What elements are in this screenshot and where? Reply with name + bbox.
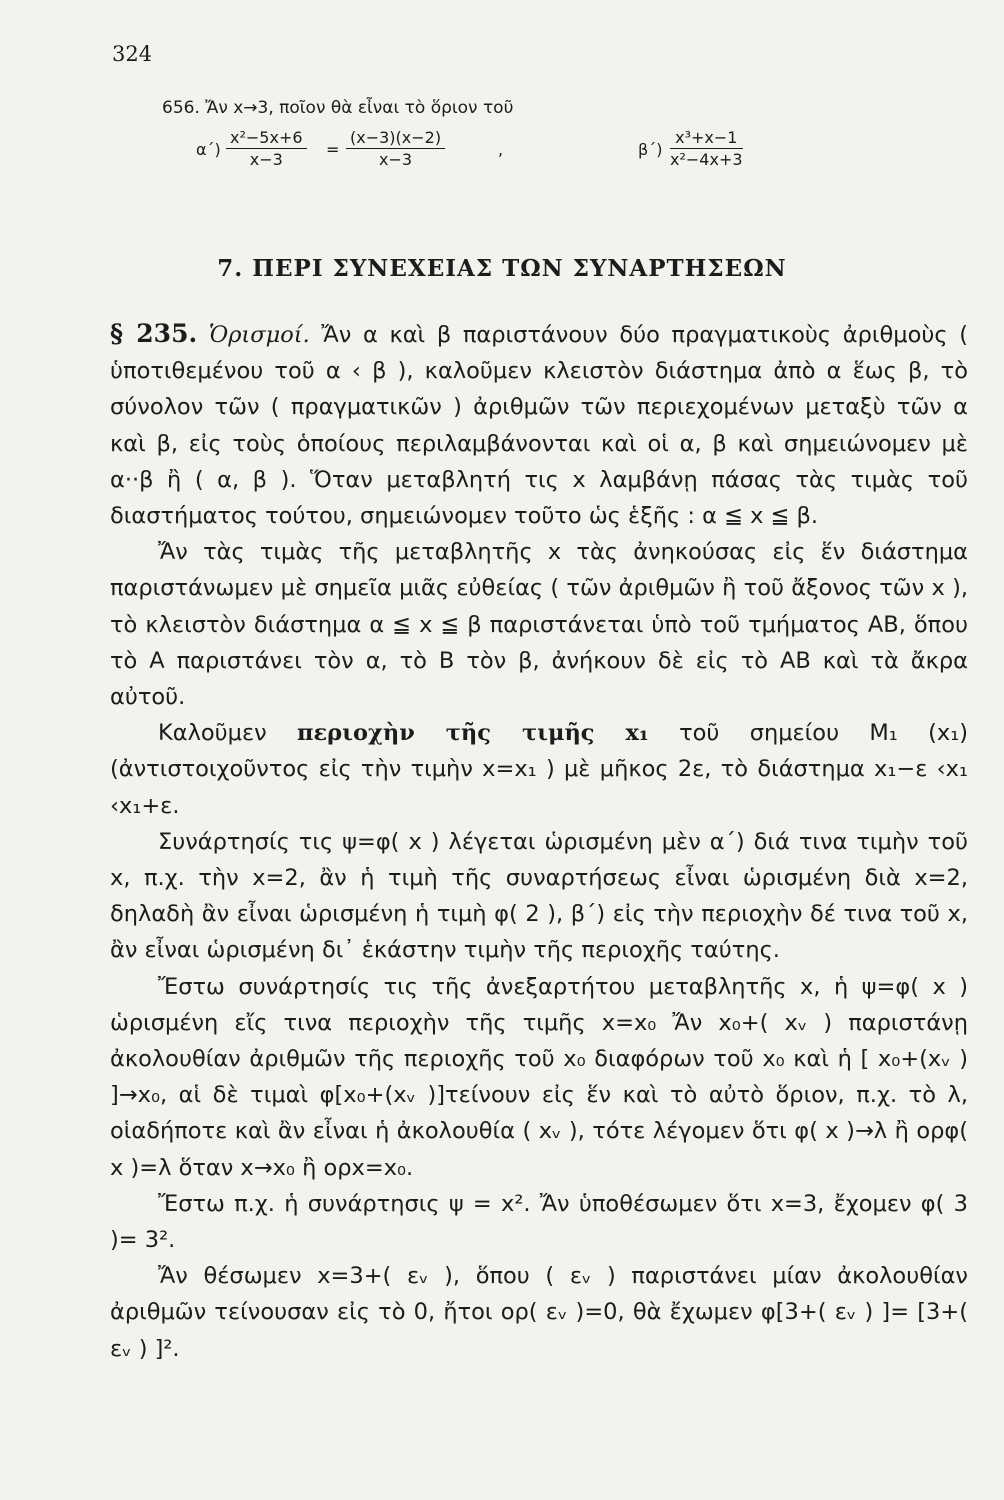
fraction-b <box>670 128 743 171</box>
fraction-b-denominator: x−3 <box>379 150 413 169</box>
paragraph-3-pre: Καλοῦμεν <box>158 720 267 747</box>
term-neighborhood: περιοχὴν τῆς τιμῆς x₁ <box>297 720 649 747</box>
fraction-c-numerator: x³+x−1 <box>670 128 743 149</box>
chapter-title: 7. ΠΕΡΙ ΣΥΝΕΧΕΙΑΣ ΤΩΝ ΣΥΝΑΡΤΗΣΕΩΝ <box>217 255 787 282</box>
section-number: § 235. <box>110 319 198 348</box>
part-a-label: α΄) <box>196 140 221 159</box>
page-number: 324 <box>112 42 153 66</box>
paragraph-6: Ἔστω π.χ. ἡ συνάρτησις ψ = x². Ἄν ὑποθέσωμεν ὅτι x=3, ἔχομεν φ( 3 )= 3². <box>110 1190 968 1254</box>
fraction-a-numerator: x²−5x+6 <box>226 128 307 149</box>
section-title: Ὁρισμοί. <box>208 322 310 348</box>
comma: , <box>498 140 504 159</box>
paragraph-4: Συνάρτησίς τις ψ=φ( x ) λέγεται ὡρισμένη μὲν α΄) διά τινα τιμὴν τοῦ x, π.χ. τὴν x=2, ἂν ἡ τιμὴ τῆς συναρτήσεως εἶναι ὡρισμένη διὰ x=2, δηλαδὴ ἂν εἶναι ὡρισμένη ἡ τιμὴ φ( 2 ), β΄) εἰς τὴν περιοχὴν δέ τινα τοῦ x, ἂν εἶναι ὡρισμένη δι᾽ ἑκάστην τιμὴν τῆς περιοχῆς ταύτης. <box>110 828 968 964</box>
part-b-label: β΄) <box>638 140 663 159</box>
fraction-a-denominator: x−3 <box>249 150 283 169</box>
paragraph-5: Ἔστω συνάρτησίς τις τῆς ἀνεξαρτήτου μεταβλητῆς x, ἡ ψ=φ( x ) ὡρισμένη εἴς τινα περιοχὴν τῆς τιμῆς x=x₀ Ἄν x₀+( xᵥ ) παριστάνῃ ἀκολουθίαν ἀριθμῶν τῆς περιοχῆς τοῦ x₀ διαφόρων τοῦ x₀ καὶ ἡ [ x₀+(xᵥ ) ]→x₀, αἱ δὲ τιμαὶ φ[x₀+(xᵥ )]τείνουν εἰς ἕν καὶ τὸ αὐτὸ ὅριον, π.χ. τὸ λ, οἱαδήποτε καὶ ἂν εἶναι ἡ ἀκολουθία ( xᵥ ), τότε λέγομεν ὅτι φ( x )→λ ἢ ορφ( x )=λ ὅταν x→x₀ ἢ ορx=x₀. <box>110 973 968 1181</box>
paragraph-7: Ἄν θέσωμεν x=3+( εᵥ ), ὅπου ( εᵥ ) παριστάνει μίαν ἀκολουθίαν ἀριθμῶν τείνουσαν εἰς τὸ 0, ἤτοι ορ( εᵥ )=0, θὰ ἔχωμεν φ[3+( εᵥ ) ]= [3+( εᵥ ) ]². <box>110 1263 968 1362</box>
fraction-a-factored <box>346 128 445 171</box>
equals-sign: = <box>326 140 340 159</box>
paragraph-definitions <box>110 316 968 534</box>
exercise-656: 656. Ἄν x→3, ποῖον θὰ εἶναι τὸ ὅριον τοῦ <box>162 98 514 118</box>
fraction-b-numerator: (x−3)(x−2) <box>346 128 445 149</box>
paragraph-3 <box>110 715 968 824</box>
paragraph-3-post: τοῦ σημείου M₁ (x₁) (ἀντιστοιχοῦντος εἰς τὴν τιμὴν x=x₁ ) μὲ μῆκος 2ε, τὸ διάστημα x₁−ε ‹x₁ ‹x₁+ε. <box>110 720 968 819</box>
paragraph-2: Ἄν τὰς τιμὰς τῆς μεταβλητῆς x τὰς ἀνηκούσας εἰς ἕν διάστημα παριστάνωμεν μὲ σημεῖα μιᾶς εὐθείας ( τῶν ἀριθμῶν ἢ τοῦ ἄξονος τῶν x ), τὸ κλειστὸν διάστημα α ≦ x ≦ β παριστάνεται ὑπὸ τοῦ τμήματος ΑΒ, ὅπου τὸ Α παριστάνει τὸν α, τὸ Β τὸν β, ἀνήκουν δὲ εἰς τὸ ΑΒ καὶ τὰ ἄκρα αὐτοῦ. <box>110 539 968 711</box>
section-body <box>110 316 968 1367</box>
fraction-a <box>226 128 307 171</box>
fraction-c-denominator: x²−4x+3 <box>670 150 743 169</box>
paragraph-1-text: Ἄν α καὶ β παριστάνουν δύο πραγματικοὺς ἀριθμοὺς ( ὑποτιθεμένου τοῦ α ‹ β ), καλοῦμεν κλειστὸν διάστημα ἀπὸ α ἕως β, τὸ σύνολον τῶν ( πραγματικῶν ) ἀριθμῶν τῶν περιεχομένων μεταξὺ τῶν α καὶ β, εἰς τοὺς ὁποίους περιλαμβάνονται καὶ οἱ α, β καὶ σημειώνομεν μὲ α··β ἢ ( α, β ). Ὅταν μεταβλητή τις x λαμβάνῃ πάσας τὰς τιμὰς τοῦ διαστήματος τούτου, σημειώνομεν τοῦτο ὡς ἑξῆς : α ≦ x ≦ β. <box>110 322 969 530</box>
exercise-fractions <box>196 128 896 176</box>
